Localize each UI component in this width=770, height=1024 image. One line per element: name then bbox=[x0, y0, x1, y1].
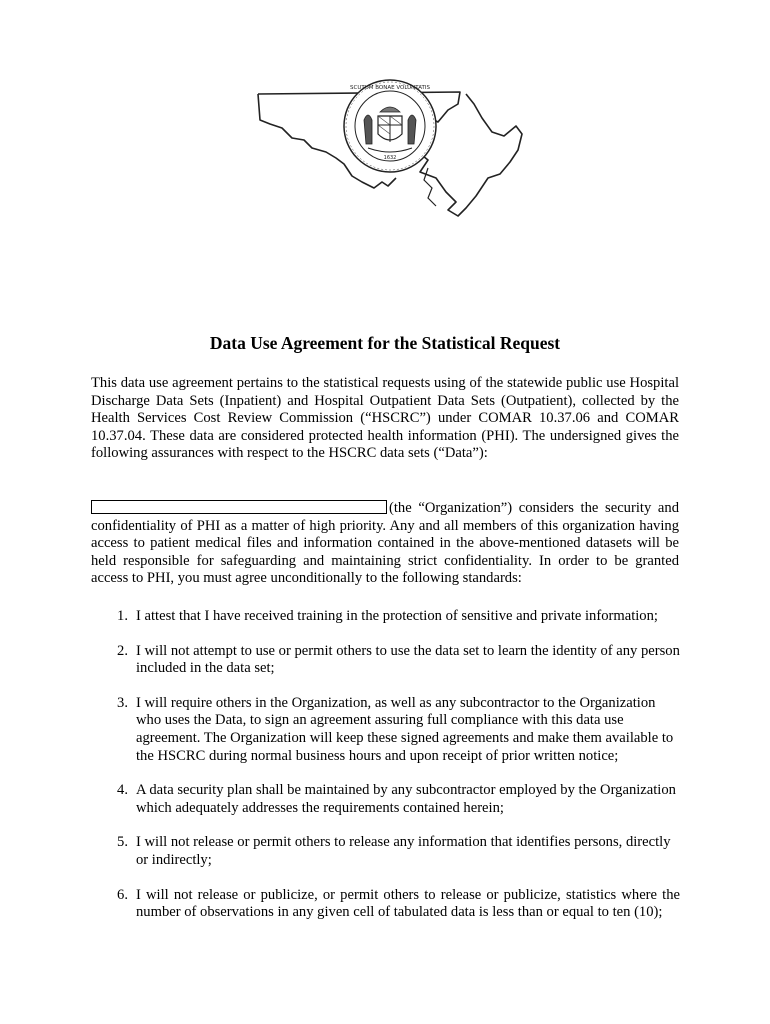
standards-list bbox=[108, 608, 680, 939]
maryland-seal-logo bbox=[252, 78, 530, 226]
organization-name-field[interactable] bbox=[91, 500, 387, 514]
list-item: 5. I will not release or permit others to release any information that identifies persons, directly or indirectly; bbox=[117, 834, 671, 868]
intro-paragraph: This data use agreement pertains to the statistical requests using of the statewide public use Hospital Discharge Data Sets (Inpatient) and Hospital Outpatient Data Sets (Outpatient), collected by the Health Services Cost Review Commission (“HSCRC”) under COMAR 10.37.06 and COMAR 10.37.04. These data are considered protected health information (PHI). The undersigned gives the following assurances with respect to the HSCRC data sets (“Data”): bbox=[91, 375, 679, 462]
list-item: 3. I will require others in the Organization, as well as any subcontractor to the Organization who uses the Data, to sign an agreement assuring full compliance with this data use agreement. The Organization will keep these signed agreements and make them available to the HSCRC during normal business hours and upon receipt of prior written notice; bbox=[117, 694, 674, 764]
page-title: Data Use Agreement for the Statistical Request bbox=[209, 333, 561, 353]
seal-year: 1632 bbox=[383, 155, 397, 161]
list-item: 2. I will not attempt to use or permit others to use the data set to learn the identity of any person included in the data set; bbox=[117, 642, 680, 677]
seal-motto: SCUTUM BONAE VOLUNTATIS bbox=[349, 85, 431, 91]
list-item: 1. I attest that I have received training in the protection of sensitive and private information; bbox=[117, 608, 658, 624]
state-seal bbox=[344, 80, 436, 172]
list-item: 6. I will not release or publicize, or permit others to release or publicize, statistics where the number of observations in any given cell of tabulated data is less than or equal to ten (10); bbox=[117, 886, 680, 921]
organization-paragraph bbox=[91, 500, 679, 588]
organization-paragraph-text: (the “Organization”) considers the security and confidentiality of PHI as a matter of high priority. Any and all members of this organization having access to patient medical files and information contained in the above-mentioned datasets will be held responsible for safeguarding and maintaining strict confidentiality. In order to be granted access to PHI, you must agree unconditionally to the following standards: bbox=[91, 500, 679, 587]
list-item: 4. A data security plan shall be maintained by any subcontractor employed by the Organization which adequately addresses the requirements contained herein; bbox=[117, 782, 676, 816]
